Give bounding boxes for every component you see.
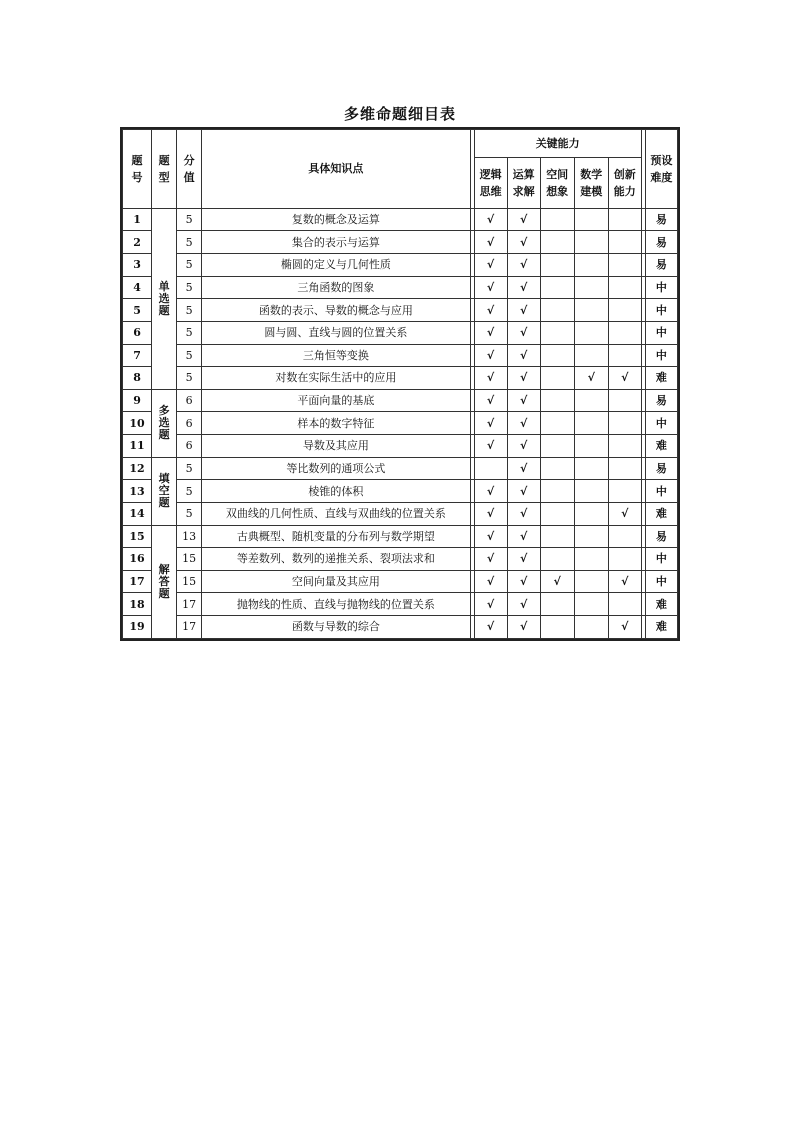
table-row <box>123 502 678 525</box>
question-type-label: 解 答 题 <box>158 562 170 600</box>
check-compute: √ <box>507 321 540 344</box>
check-innovation: √ <box>608 570 641 593</box>
check-spatial <box>540 616 574 639</box>
header-type: 题 型 <box>152 130 177 209</box>
row-difficulty: 难 <box>645 593 677 616</box>
row-difficulty: 易 <box>645 525 677 548</box>
table-row <box>123 389 678 412</box>
check-logic: √ <box>474 593 507 616</box>
row-knowledge-point: 函数与导数的综合 <box>202 616 470 639</box>
row-number: 18 <box>123 593 152 616</box>
check-innovation <box>608 389 641 412</box>
row-difficulty: 易 <box>645 389 677 412</box>
question-type-label: 多 选 题 <box>158 404 170 442</box>
row-number: 11 <box>123 435 152 458</box>
check-innovation <box>608 321 641 344</box>
row-score: 5 <box>177 299 202 322</box>
check-compute: √ <box>507 367 540 390</box>
check-logic: √ <box>474 367 507 390</box>
check-spatial <box>540 389 574 412</box>
row-knowledge-point: 对数在实际生活中的应用 <box>202 367 470 390</box>
check-compute: √ <box>507 616 540 639</box>
row-knowledge-point: 等比数列的通项公式 <box>202 457 470 480</box>
row-knowledge-point: 集合的表示与运算 <box>202 231 470 254</box>
check-spatial <box>540 276 574 299</box>
row-score: 5 <box>177 208 202 231</box>
row-number: 8 <box>123 367 152 390</box>
row-knowledge-point: 圆与圆、直线与圆的位置关系 <box>202 321 470 344</box>
table-row <box>123 457 678 480</box>
check-compute: √ <box>507 593 540 616</box>
header-row-top <box>123 130 678 158</box>
row-score: 5 <box>177 502 202 525</box>
row-difficulty: 难 <box>645 502 677 525</box>
row-knowledge-point: 椭圆的定义与几何性质 <box>202 254 470 277</box>
check-logic: √ <box>474 502 507 525</box>
check-logic: √ <box>474 616 507 639</box>
check-logic: √ <box>474 435 507 458</box>
header-ability-modeling: 数学 建模 <box>574 158 608 209</box>
check-innovation <box>608 525 641 548</box>
row-score: 5 <box>177 457 202 480</box>
table-row <box>123 480 678 503</box>
check-modeling <box>574 231 608 254</box>
check-logic: √ <box>474 344 507 367</box>
row-number: 3 <box>123 254 152 277</box>
row-number: 10 <box>123 412 152 435</box>
row-score: 13 <box>177 525 202 548</box>
table-row <box>123 435 678 458</box>
row-knowledge-point: 导数及其应用 <box>202 435 470 458</box>
row-number: 7 <box>123 344 152 367</box>
check-compute: √ <box>507 502 540 525</box>
check-logic: √ <box>474 412 507 435</box>
table-row <box>123 367 678 390</box>
check-modeling: √ <box>574 367 608 390</box>
check-compute: √ <box>507 208 540 231</box>
check-innovation <box>608 231 641 254</box>
check-innovation <box>608 593 641 616</box>
check-spatial <box>540 367 574 390</box>
check-logic: √ <box>474 389 507 412</box>
check-compute: √ <box>507 299 540 322</box>
row-difficulty: 中 <box>645 276 677 299</box>
check-logic: √ <box>474 276 507 299</box>
check-innovation <box>608 299 641 322</box>
table-row <box>123 299 678 322</box>
check-logic: √ <box>474 231 507 254</box>
row-number: 4 <box>123 276 152 299</box>
table-row <box>123 593 678 616</box>
row-number: 15 <box>123 525 152 548</box>
table-row <box>123 208 678 231</box>
row-difficulty: 难 <box>645 616 677 639</box>
page-title: 多维命题细目表 <box>343 105 456 123</box>
check-compute: √ <box>507 231 540 254</box>
table-row <box>123 412 678 435</box>
spec-table-frame <box>120 127 680 641</box>
header-ability-spatial: 空间 想象 <box>540 158 574 209</box>
check-modeling <box>574 299 608 322</box>
check-modeling <box>574 593 608 616</box>
check-modeling <box>574 502 608 525</box>
check-innovation <box>608 412 641 435</box>
row-score: 6 <box>177 389 202 412</box>
header-ability-compute: 运算 求解 <box>507 158 540 209</box>
check-modeling <box>574 480 608 503</box>
row-score: 15 <box>177 570 202 593</box>
check-modeling <box>574 321 608 344</box>
check-innovation <box>608 344 641 367</box>
header-abilities-group: 关键能力 <box>474 130 641 158</box>
row-score: 5 <box>177 480 202 503</box>
header-difficulty: 预设 难度 <box>645 130 677 209</box>
check-spatial <box>540 299 574 322</box>
check-innovation <box>608 480 641 503</box>
check-modeling <box>574 254 608 277</box>
check-modeling <box>574 548 608 571</box>
type-answer <box>152 525 177 638</box>
check-innovation <box>608 254 641 277</box>
check-compute: √ <box>507 254 540 277</box>
row-difficulty: 易 <box>645 208 677 231</box>
row-number: 2 <box>123 231 152 254</box>
row-number: 17 <box>123 570 152 593</box>
check-modeling <box>574 435 608 458</box>
check-spatial <box>540 548 574 571</box>
row-difficulty: 难 <box>645 367 677 390</box>
row-number: 14 <box>123 502 152 525</box>
question-type-label: 单 选 题 <box>158 279 170 317</box>
header-ability-logic: 逻辑 思维 <box>474 158 507 209</box>
row-difficulty: 中 <box>645 480 677 503</box>
question-type-label: 填 空 题 <box>158 472 170 510</box>
row-knowledge-point: 复数的概念及运算 <box>202 208 470 231</box>
check-compute: √ <box>507 548 540 571</box>
row-knowledge-point: 三角恒等变换 <box>202 344 470 367</box>
row-difficulty: 中 <box>645 321 677 344</box>
check-modeling <box>574 344 608 367</box>
check-modeling <box>574 389 608 412</box>
row-score: 5 <box>177 231 202 254</box>
check-modeling <box>574 616 608 639</box>
check-modeling <box>574 412 608 435</box>
row-knowledge-point: 三角函数的图象 <box>202 276 470 299</box>
check-modeling <box>574 276 608 299</box>
row-knowledge-point: 样本的数字特征 <box>202 412 470 435</box>
check-logic: √ <box>474 480 507 503</box>
row-difficulty: 易 <box>645 457 677 480</box>
check-spatial <box>540 254 574 277</box>
row-score: 17 <box>177 593 202 616</box>
row-number: 5 <box>123 299 152 322</box>
check-logic: √ <box>474 570 507 593</box>
row-difficulty: 易 <box>645 231 677 254</box>
row-knowledge-point: 双曲线的几何性质、直线与双曲线的位置关系 <box>202 502 470 525</box>
check-innovation: √ <box>608 616 641 639</box>
table-row <box>123 276 678 299</box>
header-num: 题 号 <box>123 130 152 209</box>
check-innovation <box>608 435 641 458</box>
row-score: 5 <box>177 254 202 277</box>
check-modeling <box>574 525 608 548</box>
row-score: 5 <box>177 276 202 299</box>
check-innovation <box>608 457 641 480</box>
type-single-choice <box>152 208 177 389</box>
check-innovation <box>608 208 641 231</box>
row-knowledge-point: 棱锥的体积 <box>202 480 470 503</box>
row-knowledge-point: 古典概型、随机变量的分布列与数学期望 <box>202 525 470 548</box>
check-compute: √ <box>507 435 540 458</box>
check-spatial <box>540 457 574 480</box>
check-innovation: √ <box>608 367 641 390</box>
row-difficulty: 中 <box>645 344 677 367</box>
check-compute: √ <box>507 389 540 412</box>
header-ability-innovation: 创新 能力 <box>608 158 641 209</box>
check-spatial <box>540 480 574 503</box>
row-difficulty: 难 <box>645 435 677 458</box>
check-compute: √ <box>507 570 540 593</box>
table-row <box>123 616 678 639</box>
row-score: 5 <box>177 344 202 367</box>
table-row <box>123 231 678 254</box>
check-innovation: √ <box>608 502 641 525</box>
check-spatial <box>540 525 574 548</box>
row-number: 12 <box>123 457 152 480</box>
row-knowledge-point: 等差数列、数列的递推关系、裂项法求和 <box>202 548 470 571</box>
row-score: 6 <box>177 435 202 458</box>
check-spatial <box>540 321 574 344</box>
check-compute: √ <box>507 276 540 299</box>
row-number: 16 <box>123 548 152 571</box>
check-modeling <box>574 457 608 480</box>
type-multi-choice <box>152 389 177 457</box>
check-compute: √ <box>507 525 540 548</box>
row-difficulty: 中 <box>645 299 677 322</box>
header-knowledge: 具体知识点 <box>202 130 470 209</box>
check-spatial <box>540 344 574 367</box>
row-number: 9 <box>123 389 152 412</box>
row-knowledge-point: 平面向量的基底 <box>202 389 470 412</box>
check-spatial <box>540 502 574 525</box>
row-score: 6 <box>177 412 202 435</box>
table-row <box>123 344 678 367</box>
check-logic: √ <box>474 208 507 231</box>
check-spatial <box>540 593 574 616</box>
row-score: 5 <box>177 321 202 344</box>
check-spatial <box>540 208 574 231</box>
check-compute: √ <box>507 457 540 480</box>
table-row <box>123 525 678 548</box>
check-logic: √ <box>474 321 507 344</box>
check-compute: √ <box>507 480 540 503</box>
row-knowledge-point: 空间向量及其应用 <box>202 570 470 593</box>
row-knowledge-point: 函数的表示、导数的概念与应用 <box>202 299 470 322</box>
check-innovation <box>608 548 641 571</box>
check-logic: √ <box>474 299 507 322</box>
table-row <box>123 548 678 571</box>
row-difficulty: 中 <box>645 570 677 593</box>
spec-table <box>122 129 678 639</box>
row-difficulty: 中 <box>645 412 677 435</box>
check-spatial: √ <box>540 570 574 593</box>
check-logic <box>474 457 507 480</box>
row-score: 15 <box>177 548 202 571</box>
check-spatial <box>540 412 574 435</box>
table-row <box>123 570 678 593</box>
check-logic: √ <box>474 548 507 571</box>
row-number: 1 <box>123 208 152 231</box>
check-logic: √ <box>474 525 507 548</box>
check-logic: √ <box>474 254 507 277</box>
row-knowledge-point: 抛物线的性质、直线与抛物线的位置关系 <box>202 593 470 616</box>
check-spatial <box>540 435 574 458</box>
check-modeling <box>574 570 608 593</box>
row-number: 19 <box>123 616 152 639</box>
row-difficulty: 易 <box>645 254 677 277</box>
check-compute: √ <box>507 344 540 367</box>
header-score: 分 值 <box>177 130 202 209</box>
table-row <box>123 321 678 344</box>
row-number: 13 <box>123 480 152 503</box>
row-score: 5 <box>177 367 202 390</box>
type-fill-blank <box>152 457 177 525</box>
row-number: 6 <box>123 321 152 344</box>
check-compute: √ <box>507 412 540 435</box>
check-spatial <box>540 231 574 254</box>
row-score: 17 <box>177 616 202 639</box>
table-row <box>123 254 678 277</box>
row-difficulty: 中 <box>645 548 677 571</box>
check-modeling <box>574 208 608 231</box>
check-innovation <box>608 276 641 299</box>
